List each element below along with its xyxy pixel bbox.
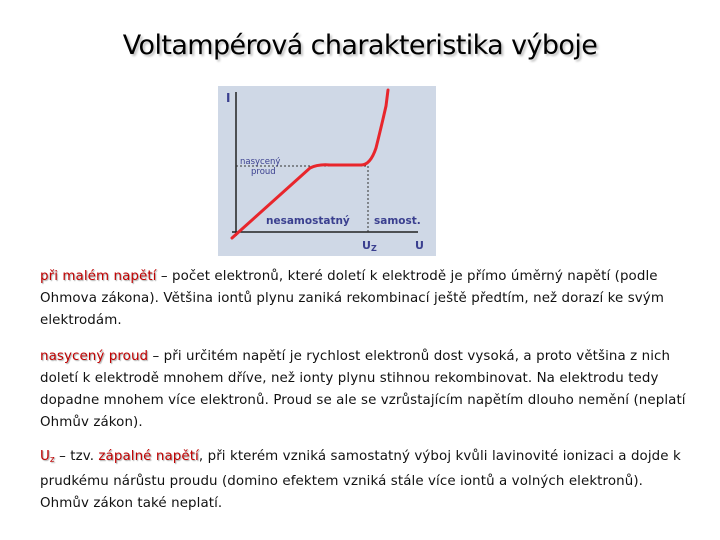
uz-label-main: U bbox=[362, 239, 371, 252]
uz-label bbox=[362, 239, 377, 253]
paragraph-low-voltage-text: – počet elektronů, které doletí k elektrodě je přímo úměrný napětí (podle Ohmova zákona). Většina iontů plynu zaniká rekombinací ještě předtím, než dorazí ke svým elektrodám. bbox=[40, 269, 664, 328]
term-uz bbox=[40, 449, 55, 464]
uz-label-sub: Z bbox=[370, 244, 377, 253]
paragraph-saturation-text: – při určitém napětí je rychlost elektronů dost vysoká, a proto většina z nich doletí k elektrodě mnohem dříve, než ionty plynu stihnou rekombinovat. Na elektrodu tedy dopadne mnohem více elektronů. Proud se ale se vzrůstajícím napětím dlouho nemění (neplatí Ohmův zákon). bbox=[40, 349, 686, 430]
saturation-label-line2: proud bbox=[251, 167, 276, 177]
term-uz-sub: z bbox=[49, 455, 55, 465]
x-axis-label: U bbox=[415, 239, 424, 252]
paragraph-ignition-text-a: – tzv. bbox=[54, 449, 99, 464]
term-saturation-current: nasycený proud bbox=[40, 349, 149, 364]
term-low-voltage: při malém napětí bbox=[40, 269, 157, 284]
self-sustained-label: samost. bbox=[374, 215, 421, 227]
paragraph-ignition-voltage bbox=[40, 446, 690, 515]
slide-title: Voltampérová charakteristika výboje bbox=[122, 30, 598, 61]
paragraph-low-voltage bbox=[40, 266, 690, 332]
iv-characteristic-figure bbox=[218, 86, 436, 256]
non-self-sustained-label: nesamostatný bbox=[266, 215, 350, 227]
iv-graph bbox=[218, 86, 436, 256]
paragraph-ignition-text-b: , při kterém vzniká samostatný výboj kvůli lavinovité ionizaci a dojde k prudkému nárůstu proudu (domino efektem vzniká stále více iontů a volných elektronů). Ohmův zákon také neplatí. bbox=[40, 449, 681, 511]
y-axis-label: I bbox=[226, 91, 231, 105]
saturation-label-line1: nasycený bbox=[240, 157, 281, 167]
term-ignition-voltage: zápalné napětí bbox=[98, 449, 199, 464]
paragraph-saturation-current bbox=[40, 346, 690, 434]
term-uz-main: U bbox=[40, 449, 50, 464]
